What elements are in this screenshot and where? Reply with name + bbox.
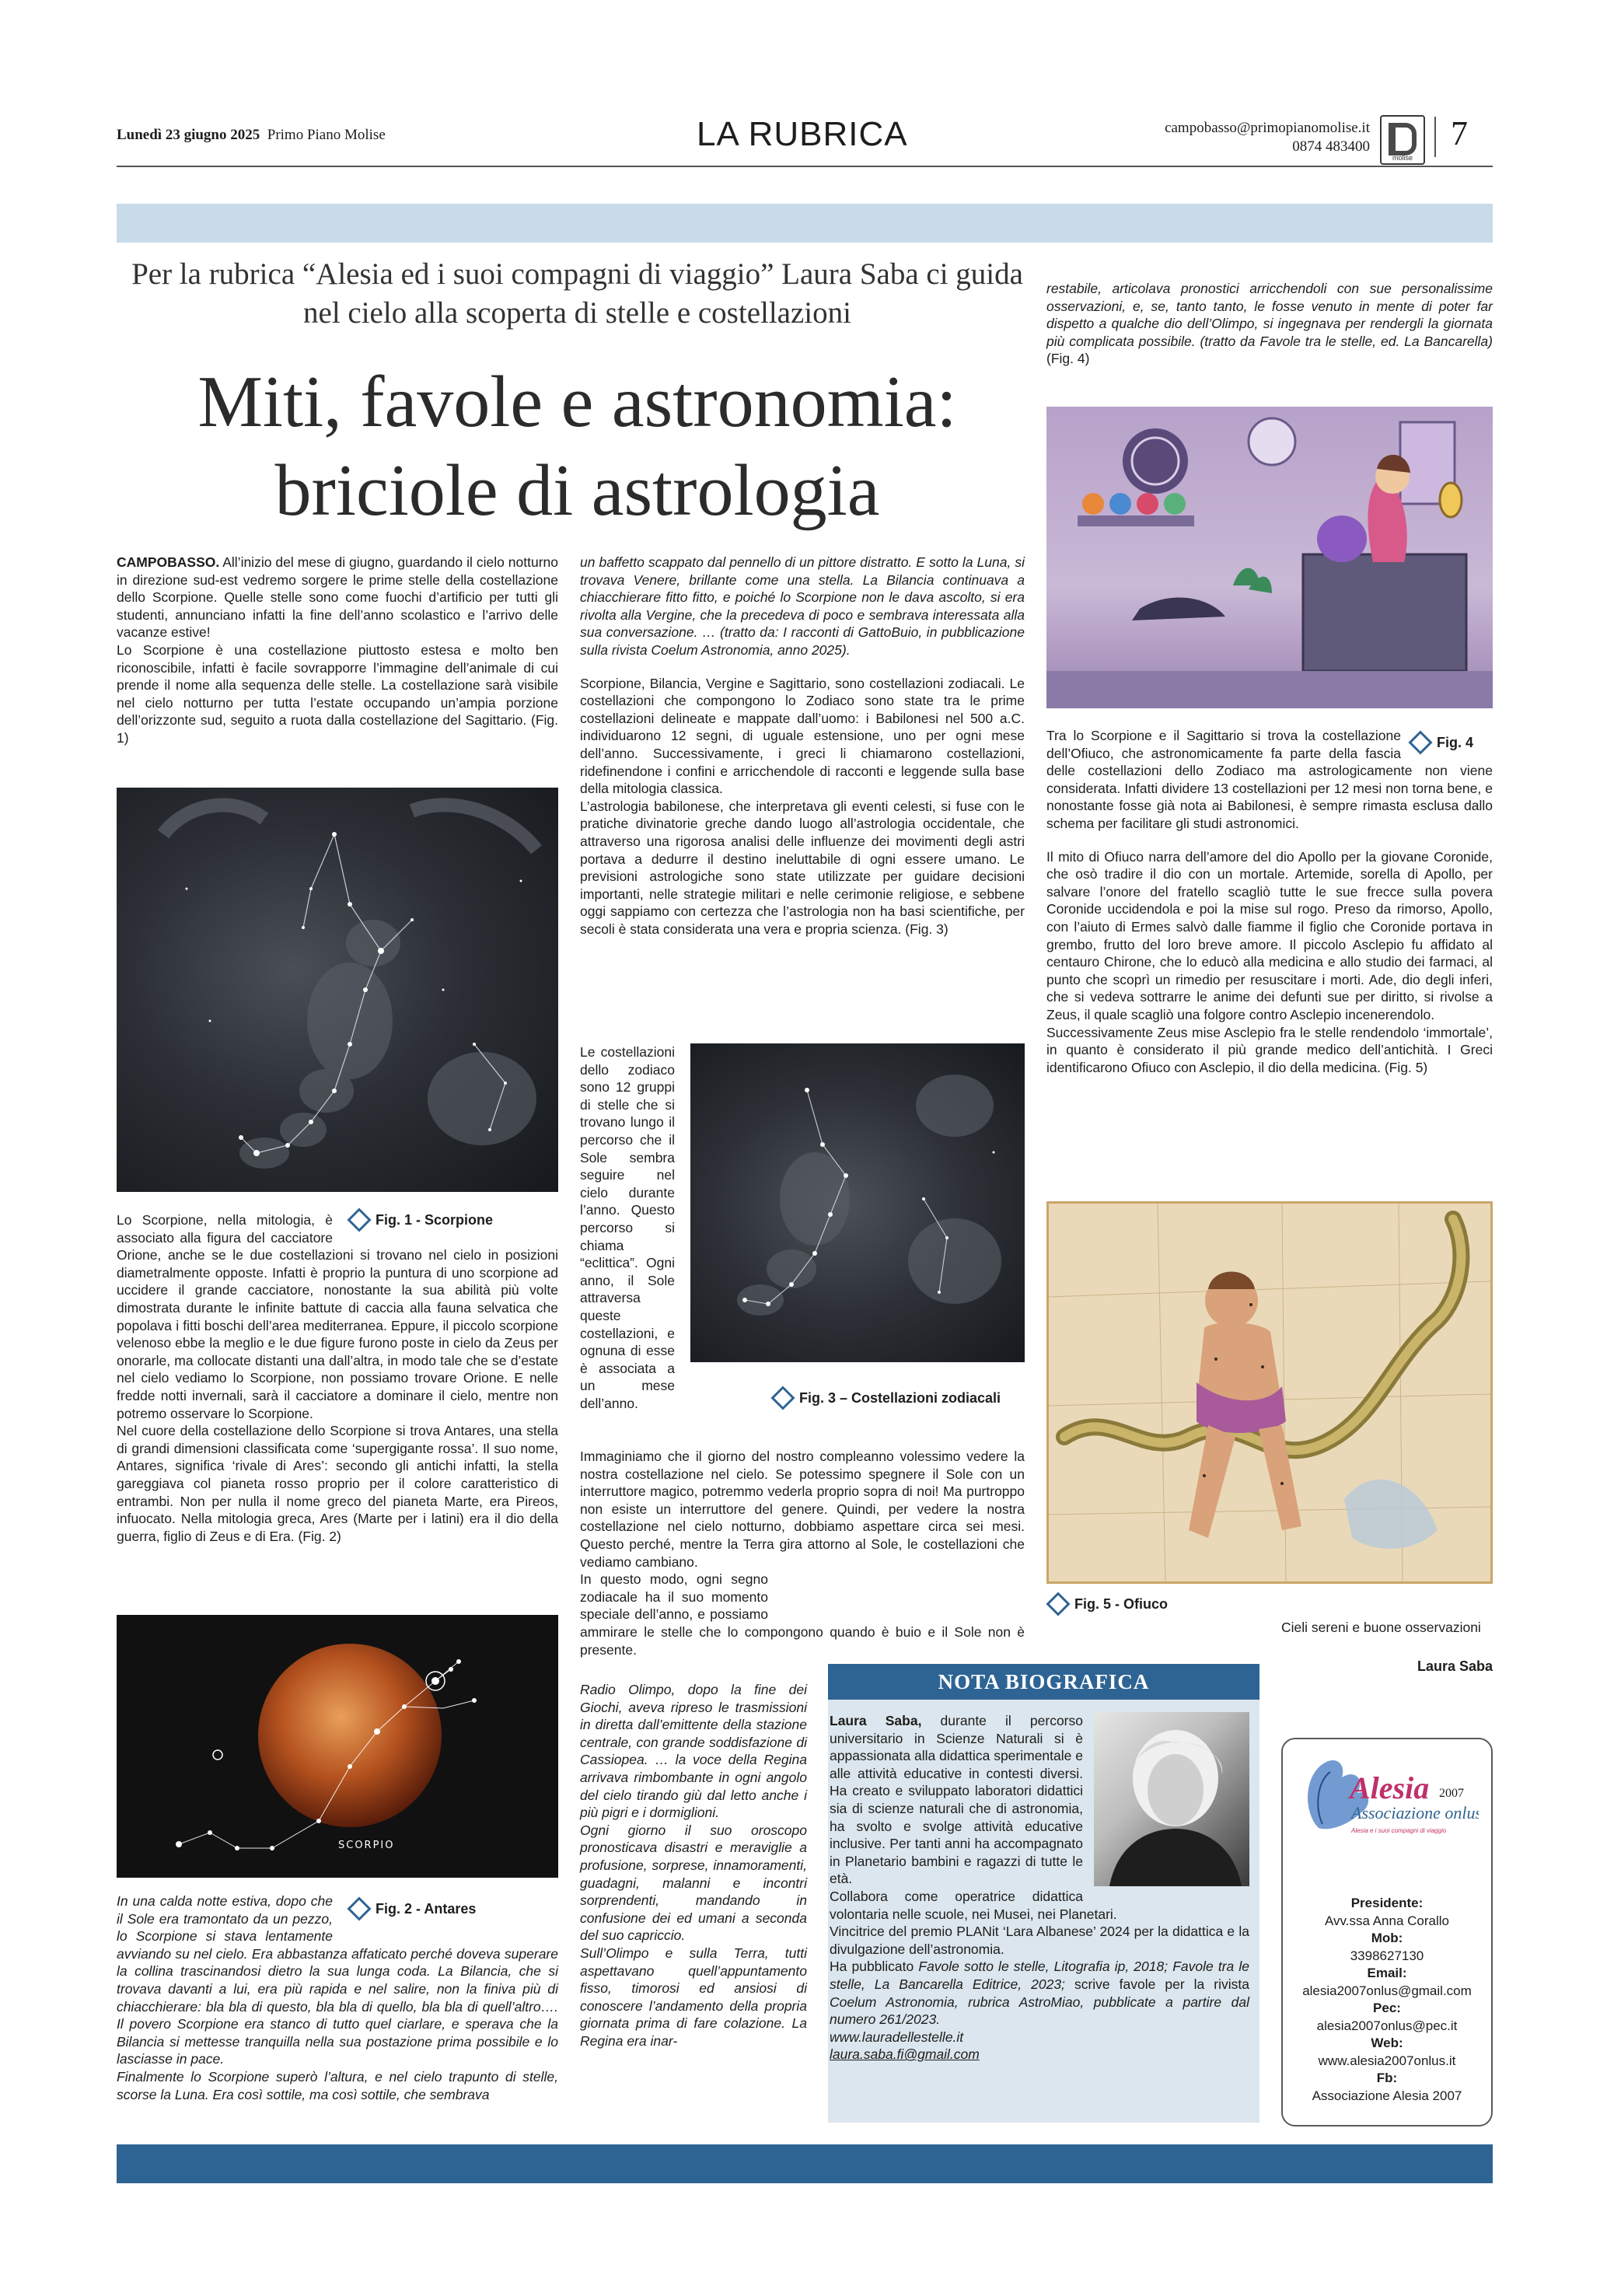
col3-paragraph-4: Successivamente Zeus mise Asclepio fra le stelle rendendolo ‘immortale’, in quanto è considerato il più grande medico dell’antichità. I Greci identificarono Ofiuco con Asclepio, il dio della medicina. (Fig. 5) bbox=[1046, 1024, 1493, 1075]
bio-p4-c: scrive favole per la rivista bbox=[1064, 1976, 1250, 1992]
dateline: CAMPOBASSO. bbox=[117, 554, 220, 570]
alesia-logo-tagline: Alesia e i suoi compagni di viaggio bbox=[1351, 1827, 1447, 1834]
col1-paragraph-4: Nel cuore della costellazione dello Scorpione si trova Antares, una stella di grandi dimensioni classificata come ‘supergigante rossa’. Il suo nome, Antares, significa ‘rivale di Ares’: secondo gli antichi infatti, la stella gareggiava col pianeta rosso proprio per il colore caratteristico di entrambi. Non per nulla il nome greco del pianeta Marte, era Pireos, infuocato. Nella mitologia greca, Ares (Marte per i latini) era il dio della guerra, figlio di Zeus e di Era. (Fig. 2) bbox=[117, 1423, 558, 1544]
bio-p1-text: durante il percorso universitario in Scienze Naturali si è appassionata alla didattica sperimentale e alle attività educative in contesti diversi. Ha creato e sviluppato laboratori didattici sia di scienze naturali che di astronomia, ha svolto e svolge attività educative inclusive. Per tanti anni ha accompagnato in Planetario bambini e ragazzi di tutte le età. bbox=[830, 1713, 1083, 1887]
fig3-zodiac-image bbox=[690, 1043, 1025, 1362]
author-portrait bbox=[1094, 1712, 1249, 1886]
bio-email-link[interactable]: laura.saba.fi@gmail.com bbox=[830, 2046, 980, 2063]
author-photo bbox=[1094, 1712, 1249, 1886]
bio-paragraph-4 bbox=[830, 1958, 1249, 2028]
col1-paragraph-2: Lo Scorpione è una costellazione piuttosto estesa e molto ben riconoscibile, infatti è facile sovrapporre l’immagine dell’animale di cui prende il nome alla sequenza delle stelle. La costellazione sarà visibile nel cielo notturno per tutta l’estate occupando un’ampia porzione dell’orizzonte sud, seguito a ruota dalla costellazione del Sagittario. (Fig. 1) bbox=[117, 641, 558, 746]
section-title: LA RUBRICA bbox=[697, 115, 908, 153]
primo-piano-logo bbox=[1380, 115, 1425, 165]
col1-paragraph-1 bbox=[117, 554, 558, 641]
col3-p1-fig-ref: (Fig. 4) bbox=[1046, 351, 1090, 367]
bio-p4-a: Ha pubblicato bbox=[830, 1959, 919, 1975]
closing-note bbox=[1281, 1619, 1493, 1637]
col3-paragraph-3: Il mito di Ofiuco narra dell’amore del dio Apollo per la giovane Coronide, che osò tradire il dio con un mortale. Artemide, sorella di Apollo, per salvare l’onore del fratello scagliò tutte le sue frecce sulla povera Coronide uccidendola e poi la mise sul rogo. Preso da rimorso, Apollo, con l’aiuto di Ermes salvò dalle fiamme il figlio che Coronide portava in grembo, frutto del loro breve amore. Il piccolo Asclepio fu affidato al centauro Chirone, che lo educò alla medicina e allo studio dei farmaci, al punto che scoprì un rimedio per resuscitare i morti. Ade, dio degli inferi, che si vedeva sottrarre le anime dei defunti sue per diritto, si rivolse a Zeus, il quale scagliò una folgore contro Asclepio incenerendolo. bbox=[1046, 848, 1493, 1022]
fig4-caption-text: Fig. 4 bbox=[1437, 734, 1474, 750]
alesia-logo-sub: Associazione onlus bbox=[1351, 1803, 1479, 1822]
column-2-narrow bbox=[580, 1043, 675, 1412]
president-name: Avv.ssa Anna Corallo bbox=[1324, 1913, 1449, 1928]
column-2-bottom bbox=[580, 1681, 807, 2050]
col2-paragraph-4: Le costellazioni dello zodiaco sono 12 gruppi di stelle che si trovano lungo il percorso che il Sole sembra seguire nel cielo durante l’anno. Questo percorso si chiama “eclittica”. Ogni anno, il Sole attraversa queste costellazioni, e ognuna di esse è associata a un mese dell’anno. bbox=[580, 1044, 675, 1411]
column-1-middle bbox=[117, 1211, 558, 1545]
fig1-caption-text: Fig. 1 - Scorpione bbox=[376, 1211, 494, 1228]
alesia-email[interactable]: alesia2007onlus@gmail.com bbox=[1302, 1983, 1472, 1998]
scorpion-constellation-illustration bbox=[117, 788, 558, 1192]
top-color-band bbox=[117, 204, 1493, 243]
fig4-cartoon-image bbox=[1046, 407, 1493, 708]
president-label: Presidente: bbox=[1350, 1896, 1424, 1910]
col1-p5-text: In una calda notte estiva, dopo che il Sole era tramontato da un pezzo, lo Scorpione si stava lentamente avviando su nel cielo. Era abbastanza affaticato perché doveva superare la collina trascinandosi dietro la sua lunga coda. La Bilancia, che si trovava davanti a lui, era più rapida e nel salire, non la finiva più di chiacchierare: bla bla di questo, bla bla di quello, bla bla di quell’altro…. Il povero Scorpione era stanco di tutto quel ciarlare, e sperava che la Bilancia si mettesse tranquilla nella sua postazione prima possibile e lo lasciasse in pace. bbox=[117, 1893, 558, 2067]
fig2-caption-text: Fig. 2 - Antares bbox=[376, 1900, 477, 1917]
fig4-caption-spacer bbox=[1401, 727, 1493, 761]
bio-box bbox=[828, 1664, 1259, 2123]
col1-p3-text: Lo Scorpione, nella mitologia, è associato alla figura del cacciatore Orione, anche se le due costellazioni si trovano nel cielo in posizioni diametralmente opposte. Infatti è proprio la puntura di uno scorpione ad uccidere il grande cacciatore, nonostante la sua abilità più volte dimostrata durante le infinite battute di caccia alla fauna selvatica che popolava i fitti boschi dell’area mediterranea. Eppure, il piccolo scorpione velenoso ebbe la meglio e le due figure furono poste in cielo da Zeus per onorarle, ma collocate distanti una dall’altra, in modo tale che se d’estate nel cielo vediamo lo Scorpione, non possiamo trovare Orione. E nelle fredde notti invernali, sarà il cacciatore a dominare il cielo, mentre non potremo osservare lo Scorpione. bbox=[117, 1212, 558, 1421]
column-1-top bbox=[117, 554, 558, 747]
bio-paragraph-2: Collabora come operatrice didattica volontaria nelle scuole, nei Musei, nei Planetari. bbox=[830, 1888, 1117, 1922]
closing-greeting: Cieli sereni e buone osservazioni bbox=[1281, 1620, 1481, 1635]
column-2-top bbox=[580, 554, 1025, 938]
alesia-logo bbox=[1295, 1750, 1479, 1843]
article-kicker: Per la rubrica “Alesia ed i suoi compagni di viaggio” Laura Saba ci guida nel cielo alla scoperta di stelle e costellazioni bbox=[131, 257, 1023, 330]
header-separator bbox=[1434, 117, 1436, 157]
header-dateline bbox=[117, 127, 386, 144]
bottom-color-band bbox=[117, 2144, 1493, 2183]
pec-label: Pec: bbox=[1373, 2001, 1401, 2015]
email-label: Email: bbox=[1367, 1966, 1407, 1980]
col2-paragraph-7: Radio Olimpo, dopo la fine dei Giochi, aveva ripreso le trasmissioni in diretta dall’emittente della stazione centrale, con grande soddisfazione di Cassiopea. … la voce della Regina arrivava rimbombante in ogni angolo del cielo tirando giù dal letto anche i più pigri e i dormiglioni. bbox=[580, 1682, 807, 1821]
diamond-icon bbox=[770, 1386, 795, 1410]
col2-p6-text: In questo modo, ogni segno zodiacale ha il suo momento speciale dell’anno, e possiamo ammirare le stelle che lo compongono quando è buio e il Sole non è presente. bbox=[580, 1571, 1025, 1658]
header-phone: 0874 483400 bbox=[1292, 138, 1370, 155]
col2-paragraph-8: Ogni giorno il suo oroscopo pronosticava disastri e meraviglie a profusione, sorprese, innamoramenti, guadagni, malanni e incontri sorprendenti, mandando in confusione dei ed umani a seconda del suo capriccio. bbox=[580, 1822, 807, 1944]
col3-paragraph-1 bbox=[1046, 280, 1493, 368]
col2-paragraph-6 bbox=[580, 1571, 1025, 1658]
fig2-antares-image bbox=[117, 1615, 558, 1878]
author-signature: Laura Saba bbox=[1417, 1658, 1493, 1674]
col2-paragraph-5: Immaginiamo che il giorno del nostro compleanno volessimo vedere la nostra costellazione nel cielo. Se potessimo spegnere il Sole con un interruttore magico, potremmo vederla proprio sopra di noi! Ma purtroppo non esiste un interruttore del genere. Quindi, per vedere la nostra costellazione nel cielo notturno, dobbiamo aspettare circa sei mesi. Questo perché, mentre la Terra gira attorno al Sole, le costellazioni che vediamo cambiano. bbox=[580, 1449, 1025, 1570]
header-email[interactable]: campobasso@primopianomolise.it bbox=[1165, 120, 1370, 136]
col1-paragraph-6: Finalmente lo Scorpione superò l’altura, e nel cielo trapunto di stelle, scorse la Luna. Era così sottile, ma così sottile, che sembrava bbox=[117, 2068, 558, 2102]
cassiopea-cartoon-illustration bbox=[1046, 407, 1493, 708]
bio-name: Laura Saba, bbox=[830, 1713, 922, 1728]
header-date: Lunedì 23 giugno 2025 bbox=[117, 127, 260, 143]
col2-paragraph-2: Scorpione, Bilancia, Vergine e Sagittario, sono costellazioni zodiacali. Le costellazioni che compongono lo Zodiaco sono state tra le prime costellazioni delineate e mappate dall’uomo: i Babilonesi nel 500 a.C. individuarono 12 segni, di uguale estensione, uno per ogni mese dell’anno. Successivamente, i greci li chiamarono costellazioni, ridefinendone i confini e arricchendole di racconti e leggende sulla base della mitologia classica. bbox=[580, 675, 1025, 797]
headline-line-2: briciole di astrologia bbox=[274, 450, 880, 531]
headline-line-1: Miti, favole e astronomia: bbox=[197, 362, 957, 442]
bio-p4-b: Favole sotto le stelle, Litografia ip, 2018; Favole tra le stelle, La Bancarella Editrice, 2023; bbox=[830, 1959, 1249, 1992]
col1-paragraph-3 bbox=[117, 1211, 558, 1422]
header-contacts bbox=[1104, 119, 1370, 156]
bio-text bbox=[830, 1712, 1249, 2064]
column-3-middle bbox=[1046, 727, 1493, 1076]
col3-paragraph-2 bbox=[1046, 727, 1493, 833]
fig3-caption bbox=[771, 1389, 1001, 1407]
alesia-contact-info bbox=[1283, 1895, 1491, 2105]
fig2-caption-spacer bbox=[333, 1892, 558, 1944]
alesia-logo-name: Alesia bbox=[1350, 1770, 1430, 1805]
column-3-top bbox=[1046, 280, 1493, 368]
fig5-caption bbox=[1046, 1595, 1168, 1613]
alesia-fb[interactable]: Associazione Alesia 2007 bbox=[1312, 2088, 1462, 2103]
col1-p1-text: All’inizio del mese di giugno, guardando il cielo notturno in direzione sud-est vedremo sorgere le prime stelle della costellazione dello Scorpione. Quelle stelle sono come fuochi d’artificio per tutti gli studenti, annunciano infatti la fine dell’anno scolastico e l’arrivo delle vacanze estive! bbox=[117, 554, 558, 641]
zodiac-constellation-illustration bbox=[690, 1043, 1025, 1362]
col3-p1-text: restabile, articolava pronostici arricchendoli con sue personalissime osservazioni, e, se, tanto tanto, le fosse venuto in mente di poter far dispetto a qualche dio dell’Olimpo, si ingegnava per rendergli la giornata più complicata possibile. (tratto da Favole tra le stelle, ed. La Bancarella) bbox=[1046, 281, 1493, 349]
bio-website[interactable]: www.lauradellestelle.it bbox=[830, 2029, 964, 2045]
antares-scorpio-illustration bbox=[117, 1615, 558, 1878]
fig5-ophiuchus-image bbox=[1046, 1201, 1493, 1584]
fig5-caption-text: Fig. 5 - Ofiuco bbox=[1074, 1595, 1168, 1612]
alesia-logo-year: 2007 bbox=[1439, 1787, 1464, 1800]
fig1-scorpion-image bbox=[117, 788, 558, 1192]
col3-p2-text: Tra lo Scorpione e il Sagittario si trova la costellazione dell’Ofiuco, che astronomicamente fa parte della fascia delle costellazioni dello Zodiaco ma astrologicamente non viene considerata. Infatti dividere 13 costellazioni per 12 mesi non torna bene, e nonostante fosse già nota ai Babilonesi, è sempre rimasta esclusa dallo schema per facilitare gli studi astronomici. bbox=[1046, 728, 1493, 831]
scorpio-label: SCORPIO bbox=[338, 1840, 395, 1851]
alesia-association-box bbox=[1281, 1738, 1493, 2127]
col1-paragraph-5 bbox=[117, 1892, 558, 2068]
column-2-middle bbox=[580, 1448, 1025, 1658]
col2-paragraph-3: L’astrologia babilonese, che interpretava gli eventi celesti, si fuse con le pratiche divinatorie greche dando luogo all’astrologia occidentale, che attraverso una rigorosa analisi delle influenze dei movimenti degli astri portava a dedurre il destino ineluttabile di ogni essere umano. Le previsioni astrologiche sono state utilizzate per guidare decisioni importanti, nelle strategie militari e nelle cerimonie religiose, e sebbene oggi sappiamo con certezza che l’astrologia non ha basi scientifiche, per secoli è stata considerata una vera e propria scienza. (Fig. 3) bbox=[580, 798, 1025, 937]
fig3-caption-text: Fig. 3 – Costellazioni zodiacali bbox=[799, 1389, 1001, 1406]
col2-paragraph-1: un baffetto scappato dal pennello di un pittore distratto. E sotto la Luna, si trovava Venere, brillante come una stella. La Bilancia continuava a chiacchierare fitto fitto, e poiché lo Scorpione non le dava ascolto, si era rivolta alla Vergine, che la precedeva di poco e sembrava interessata alla sua conversazione. … (tratto da: I racconti di GattoBuio, in pubblicazione sulla rivista Coelum Astronomia, anno 2025). bbox=[580, 554, 1025, 658]
header-publication: Primo Piano Molise bbox=[267, 127, 386, 143]
diamond-icon bbox=[1046, 1592, 1070, 1616]
seashell-logo-icon bbox=[1295, 1750, 1479, 1843]
ophiuchus-map-illustration bbox=[1049, 1204, 1490, 1581]
alesia-web[interactable]: www.alesia2007onlus.it bbox=[1318, 2053, 1456, 2068]
col2-paragraph-9: Sull’Olimpo e sulla Terra, tutti aspettavano quell’appuntamento fisso, timorosi ed ansiosi di conoscere l’andamento della propria giornata prima di fare colazione. La Regina era inar- bbox=[580, 1945, 807, 2049]
bio-title: NOTA BIOGRAFICA bbox=[828, 1664, 1259, 1700]
page-number: 7 bbox=[1451, 114, 1468, 152]
bio-p4-d: Coelum Astronomia, rubrica AstroMiao, pubblicate a partire dal numero 261/2023. bbox=[830, 1994, 1249, 2028]
column-1-bottom bbox=[117, 1892, 558, 2103]
web-label: Web: bbox=[1371, 2036, 1403, 2050]
header-rule bbox=[117, 166, 1493, 167]
article-headline bbox=[117, 358, 1038, 535]
mob-number[interactable]: 3398627130 bbox=[1350, 1948, 1424, 1963]
logo-text: molise bbox=[1392, 154, 1413, 162]
fig1-caption-spacer bbox=[333, 1211, 558, 1246]
mob-label: Mob: bbox=[1371, 1931, 1403, 1945]
alesia-pec[interactable]: alesia2007onlus@pec.it bbox=[1316, 2018, 1458, 2033]
bio-paragraph-3: Vincitrice del premio PLANit ‘Lara Albanese’ 2024 per la didattica e la divulgazione dell’astronomia. bbox=[830, 1924, 1249, 1957]
bio-box-spacer bbox=[768, 1571, 1025, 1609]
fb-label: Fb: bbox=[1376, 2071, 1398, 2085]
